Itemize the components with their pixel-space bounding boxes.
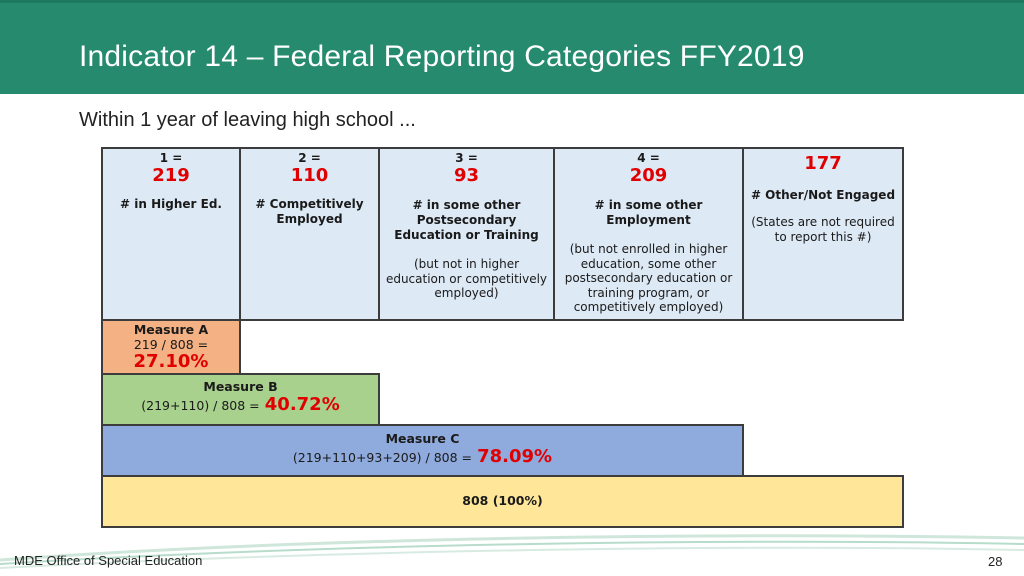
category-4-note-line-5: competitively employed) [573,300,724,314]
measure-b-cell [101,373,380,426]
category-4-cell [553,147,744,321]
footer-organization: MDE Office of Special Education [14,553,203,568]
category-3-label-line-3: Education or Training [394,228,539,242]
total-cell [101,475,904,528]
page-number: 28 [988,554,1003,569]
slide-subtitle: Within 1 year of leaving high school ... [79,109,416,131]
title-bar [0,0,1024,94]
category-3-note-line-1: (but not in higher [413,257,520,271]
category-4-value: 209 [629,165,668,186]
category-3-cell [378,147,555,321]
category-other-note-line-1: (States are not required [751,215,895,229]
category-3-label-line-2: Postsecondary [416,213,517,227]
category-4-label-line-1: # in some other [594,198,703,212]
measure-c-name: Measure C [385,431,460,446]
measure-a-cell [101,319,241,375]
category-3-label-line-1: # in some other [412,198,521,212]
measure-a-name: Measure A [133,322,209,337]
category-other-cell [742,147,904,321]
category-4-note-line-4: training program, or [587,285,710,300]
category-4-note-line-1: (but not enrolled in higher [569,242,728,256]
measure-b-name: Measure B [203,379,278,394]
category-2-num: 2 = [298,151,321,165]
category-1-cell [101,147,241,321]
slide-title: Indicator 14 – Federal Reporting Categories FFY2019 [79,40,805,73]
measure-b-formula: (219+110) / 808 = [141,398,260,413]
category-4-note-line-3: postsecondary education or [564,271,733,285]
measure-a-formula: 219 / 808 = [133,337,209,352]
category-other-value: 177 [804,153,842,174]
category-3-num: 3 = [455,151,478,165]
category-2-cell [239,147,380,321]
category-2-value: 110 [290,165,329,186]
category-other-label: # Other/Not Engaged [750,188,896,202]
measure-c-cell [101,424,744,477]
measure-c-percent: 78.09% [477,446,553,467]
category-1-label: # in Higher Ed. [120,197,222,211]
category-1-value: 219 [152,165,190,186]
category-4-note-line-2: education, some other [580,256,717,271]
category-3-note-line-3: employed) [434,286,499,300]
category-4-num: 4 = [637,151,660,165]
category-other-note-line-2: to report this #) [774,229,872,244]
measure-b-percent: 40.72% [264,394,340,415]
category-2-label-line-1: # Competitively [255,197,364,211]
category-2-label-line-2: Employed [276,212,343,226]
measure-a-percent: 27.10% [133,351,209,372]
category-3-note-line-2: education or competitively [385,271,548,286]
category-3-value: 93 [453,165,480,186]
category-4-label-line-2: Employment [606,213,691,227]
measure-c-formula: (219+110+93+209) / 808 = [292,450,473,465]
category-1-num: 1 = [159,151,183,165]
total-label: 808 (100%) [462,493,543,508]
